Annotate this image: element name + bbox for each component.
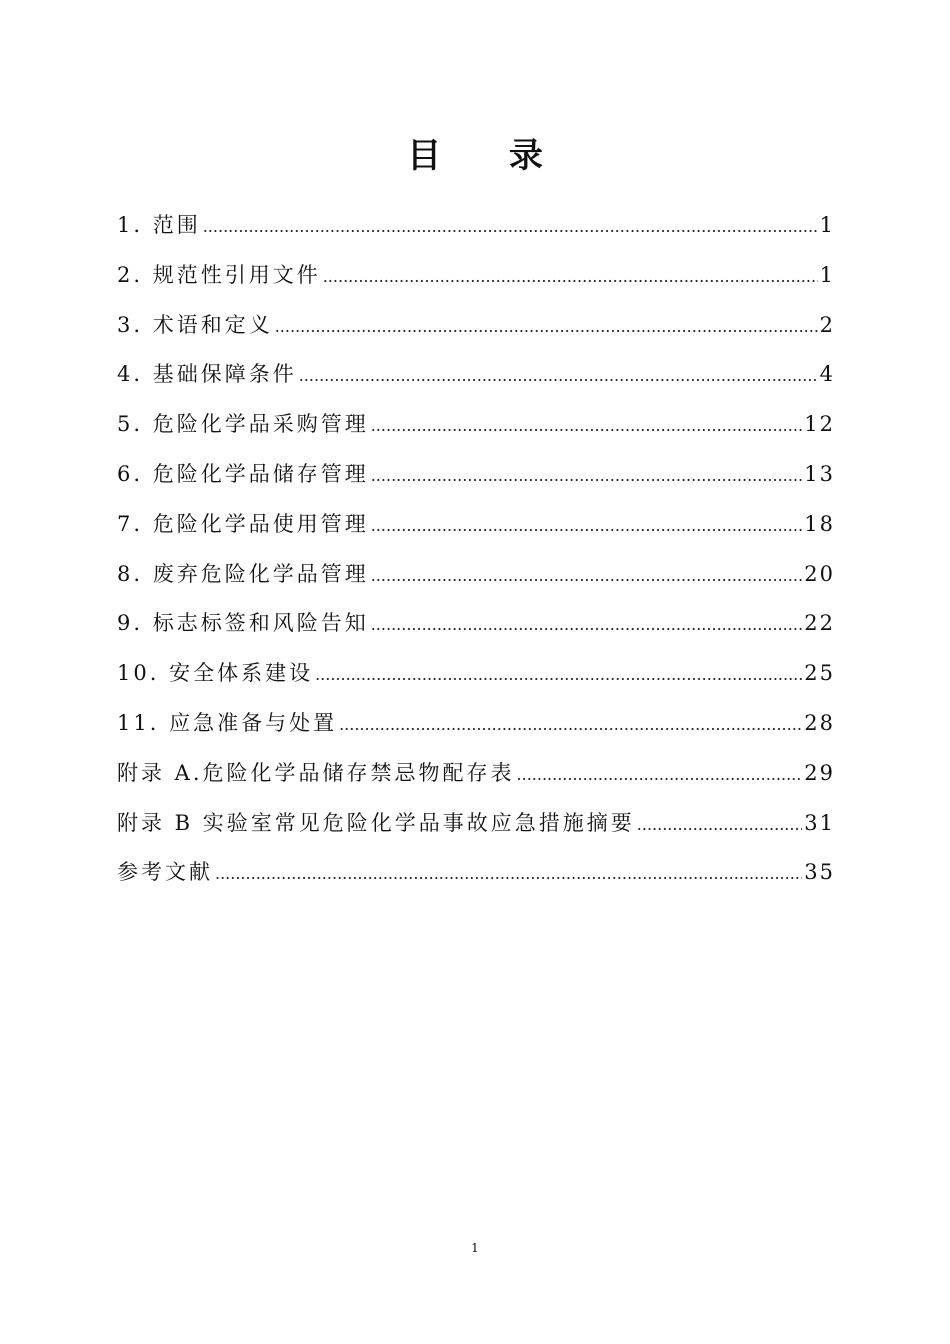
toc-entry-page: 2 [819, 312, 835, 337]
page-title: 目 录 [407, 136, 571, 176]
table-of-contents [117, 208, 835, 905]
toc-leader-dots [517, 758, 803, 792]
toc-entry-label: 附录 A.危险化学品储存禁忌物配存表 [117, 760, 515, 785]
toc-entry-label: 4. 基础保障条件 [117, 362, 297, 387]
toc-entry-label: 2. 规范性引用文件 [117, 262, 321, 287]
toc-entry-4[interactable] [117, 357, 835, 407]
toc-leader-dots [637, 808, 802, 842]
toc-leader-dots [323, 260, 818, 294]
toc-entry-label: 10. 安全体系建设 [117, 661, 314, 686]
toc-entry-references[interactable] [117, 855, 835, 905]
toc-entry-3[interactable] [117, 308, 835, 358]
toc-entry-page: 31 [804, 810, 835, 835]
toc-entry-label: 3. 术语和定义 [117, 312, 273, 337]
toc-entry-7[interactable] [117, 507, 835, 557]
toc-entry-page: 4 [819, 362, 835, 387]
toc-entry-6[interactable] [117, 457, 835, 507]
toc-entry-page: 25 [804, 661, 835, 686]
toc-leader-dots [371, 409, 803, 443]
toc-entry-1[interactable] [117, 208, 835, 258]
footer-page-number: 1 [471, 1241, 479, 1255]
toc-leader-dots [275, 310, 818, 344]
toc-entry-label: 9. 标志标签和风险告知 [117, 611, 369, 636]
toc-entry-page: 18 [804, 511, 835, 536]
toc-entry-appendix-b[interactable] [117, 806, 835, 856]
toc-leader-dots [315, 658, 802, 692]
toc-entry-label: 参考文献 [117, 860, 213, 885]
toc-entry-2[interactable] [117, 258, 835, 308]
toc-leader-dots [339, 708, 802, 742]
toc-leader-dots [299, 359, 818, 393]
toc-leader-dots [371, 509, 803, 543]
toc-entry-label: 7. 危险化学品使用管理 [117, 511, 369, 536]
toc-entry-page: 1 [819, 213, 835, 237]
toc-entry-label: 6. 危险化学品储存管理 [117, 461, 369, 486]
toc-entry-page: 20 [804, 561, 835, 586]
toc-entry-9[interactable] [117, 606, 835, 656]
toc-leader-dots [215, 857, 802, 891]
toc-entry-appendix-a[interactable] [117, 756, 835, 806]
toc-leader-dots [371, 559, 803, 593]
toc-leader-dots [371, 459, 803, 493]
toc-entry-page: 13 [804, 461, 835, 486]
toc-entry-label: 附录 B 实验室常见危险化学品事故应急措施摘要 [117, 810, 635, 835]
toc-entry-page: 12 [804, 412, 835, 437]
toc-entry-5[interactable] [117, 407, 835, 457]
toc-leader-dots [371, 608, 803, 642]
toc-entry-page: 1 [819, 262, 835, 287]
toc-entry-label: 11. 应急准备与处置 [117, 710, 338, 735]
toc-entry-11[interactable] [117, 706, 835, 756]
toc-entry-label: 1. 范围 [117, 213, 201, 237]
toc-entry-label: 8. 废弃危险化学品管理 [117, 561, 369, 586]
toc-entry-page: 28 [804, 710, 835, 735]
toc-entry-page: 35 [804, 860, 835, 885]
toc-leader-dots [203, 210, 818, 244]
toc-entry-page: 29 [804, 760, 835, 785]
toc-entry-page: 22 [804, 611, 835, 636]
toc-entry-8[interactable] [117, 557, 835, 607]
toc-entry-10[interactable] [117, 656, 835, 706]
toc-entry-label: 5. 危险化学品采购管理 [117, 412, 369, 437]
